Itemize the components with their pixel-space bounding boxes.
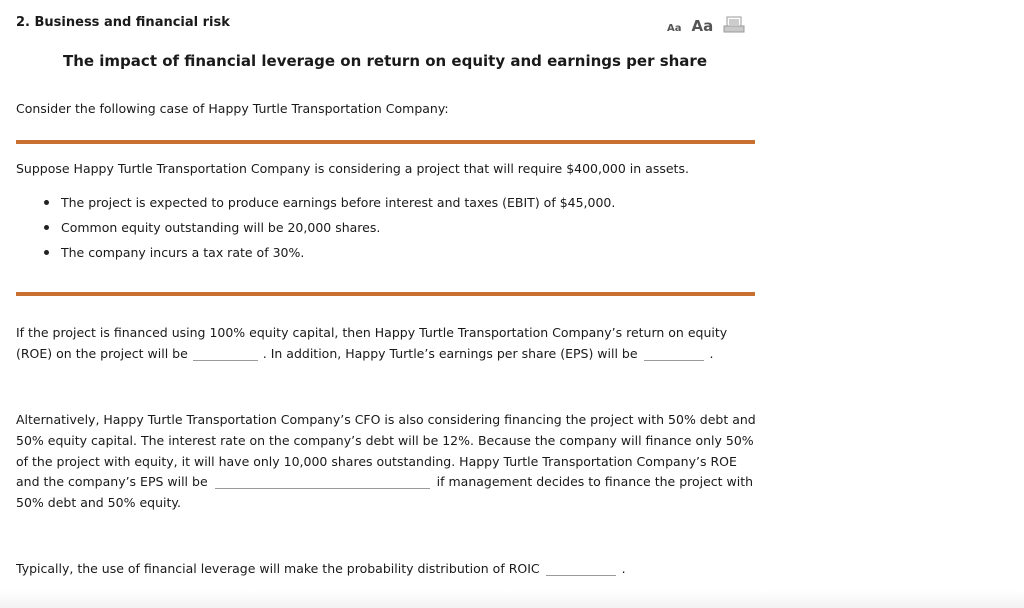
page-heading: The impact of financial leverage on return on equity and earnings per share [62, 52, 707, 70]
case-lead: Suppose Happy Turtle Transportation Company is considering a project that will require $400,000 in assets. [16, 161, 689, 176]
divider-top [16, 140, 755, 144]
case-bullet-list [44, 190, 615, 265]
bullet-icon [44, 250, 49, 255]
section-title: 2. Business and financial risk [16, 15, 230, 30]
decrease-font-button[interactable]: Aa [667, 23, 682, 34]
printer-icon[interactable] [723, 16, 745, 34]
increase-font-button[interactable]: Aa [691, 17, 714, 35]
question-1: If the project is financed using 100% equity capital, then Happy Turtle Transportation Company’s return on equity (ROE) on the project will be . In addition, Happy Turtle’s earnings per share (EPS) will be . [16, 325, 728, 361]
list-item: The project is expected to produce earnings before interest and taxes (EBIT) of $45,000. [44, 190, 615, 215]
font-size-tools [667, 13, 745, 35]
list-item: Common equity outstanding will be 20,000 shares. [44, 215, 615, 240]
intro-text: Consider the following case of Happy Turtle Transportation Company: [16, 101, 449, 116]
roe-equity-answer-dropdown[interactable] [193, 346, 258, 361]
divider-bottom [16, 292, 755, 296]
roic-distribution-answer-dropdown[interactable] [546, 561, 616, 576]
list-item: The company incurs a tax rate of 30%. [44, 240, 615, 265]
question-2: Alternatively, Happy Turtle Transportation Company’s CFO is also considering financing the project with 50% debt and 50% equity capital. The interest rate on the company’s debt will be 12%. Because the company will finance only 50% of the project with equity, it will have only 10,000 shares outstanding. Happy Turtle Transportation Company’s ROE and the company’s EPS will be if management decides to finance the project with 50% debt and 50% equity. [16, 412, 756, 511]
question-3: Typically, the use of financial leverage will make the probability distribution of ROIC . [16, 561, 626, 576]
bullet-icon [44, 200, 49, 205]
bottom-edge [0, 590, 1024, 608]
bullet-icon [44, 225, 49, 230]
roe-eps-debt-answer-dropdown[interactable] [215, 474, 430, 489]
eps-equity-answer-dropdown[interactable] [644, 346, 704, 361]
